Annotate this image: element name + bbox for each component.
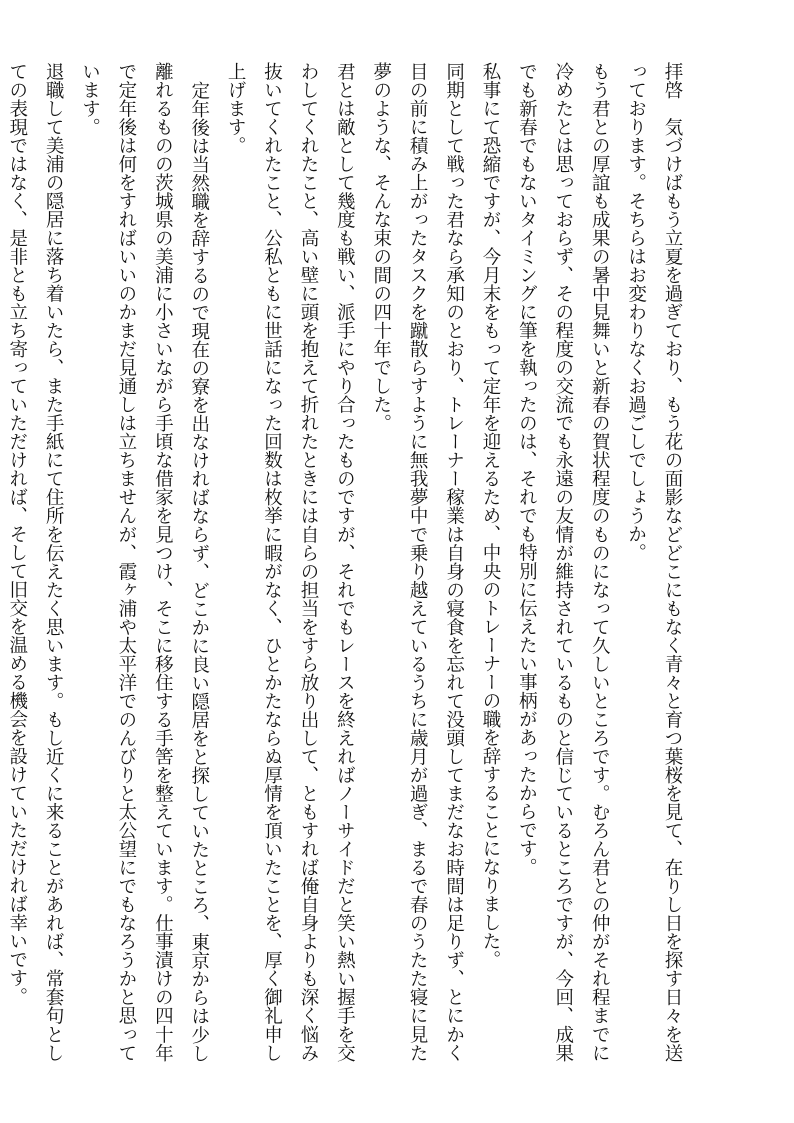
letter-paragraph-1: 拝啓 気づけばもう立夏を過ぎており、もう花の面影などどこにもなく青々と育つ葉桜を見て、在りし日を探す日々を送っております。そちらはお変わりなくお過ごしでしょうか。 xyxy=(625,62,683,1062)
letter-paragraph-6: 定年後は当然職を辞するので現在の寮を出なければならず、どこかに良い隠居をと探していたところ、東京からは少し離れるものの茨城県の美浦に小さいながら手頃な借家を見つけ、そこに移住する手筈を整えています。仕事漬けの四十年で定年後は何をすればいいのかまだ見通しは立ちませんが、霞ヶ浦や太平洋でのんびりと太公望にでもなろうかと思っています。 xyxy=(79,62,210,1062)
letter-paragraph-3: 私事にて恐縮ですが、今月末をもって定年を迎えるため、中央のトレーナーの職を辞することになりました。 xyxy=(479,62,501,969)
letter-paragraph-4: 同期として戦った君なら承知のとおり、トレーナー稼業は自身の寝食を忘れて没頭してまだなお時間は足りず、とにかく目の前に積み上がったタスクを蹴散らすように無我夢中で乗り越えているうちに歳月が過ぎ、まるで春のうたた寝に見た夢のような、そんな束の間の四十年でした。 xyxy=(370,62,465,1062)
letter-paragraph-7: 退職して美浦の隠居に落ち着いたら、また手紙にて住所を伝えたく思います。もし近くに来ることがあれば、常套句としての表現ではなく、是非とも立ち寄っていただければ、そして旧交を温める機会を設けていただければ幸いです。 xyxy=(6,62,65,1062)
letter-body xyxy=(6,62,690,1062)
letter-paragraph-2: もう君との厚誼も成果の暑中見舞いと新春の賀状程度のものになって久しいところです。むろん君との仲がそれ程までに冷めたとは思っておらず、その程度の交流でも永遠の友情が維持されているものと信じているところですが、今回、成果でも新春でもないタイミングに筆を執ったのは、それでも特別に伝えたい事柄があったからです。 xyxy=(516,62,611,1062)
letter-paragraph-5: 君とは敵として幾度も戦い、派手にやり合ったものですが、それでもレースを終えればノーサイドだと笑い熱い握手を交わしてくれたこと、高い壁に頭を抱えて折れたときには自らの担当をすら放り出して、ともすれば俺自身よりも深く悩み抜いてくれたこと、公私ともに世話になった回数は枚挙に暇がなく、ひとかたならぬ厚情を頂いたことを、厚く御礼申し上げます。 xyxy=(225,62,356,1062)
